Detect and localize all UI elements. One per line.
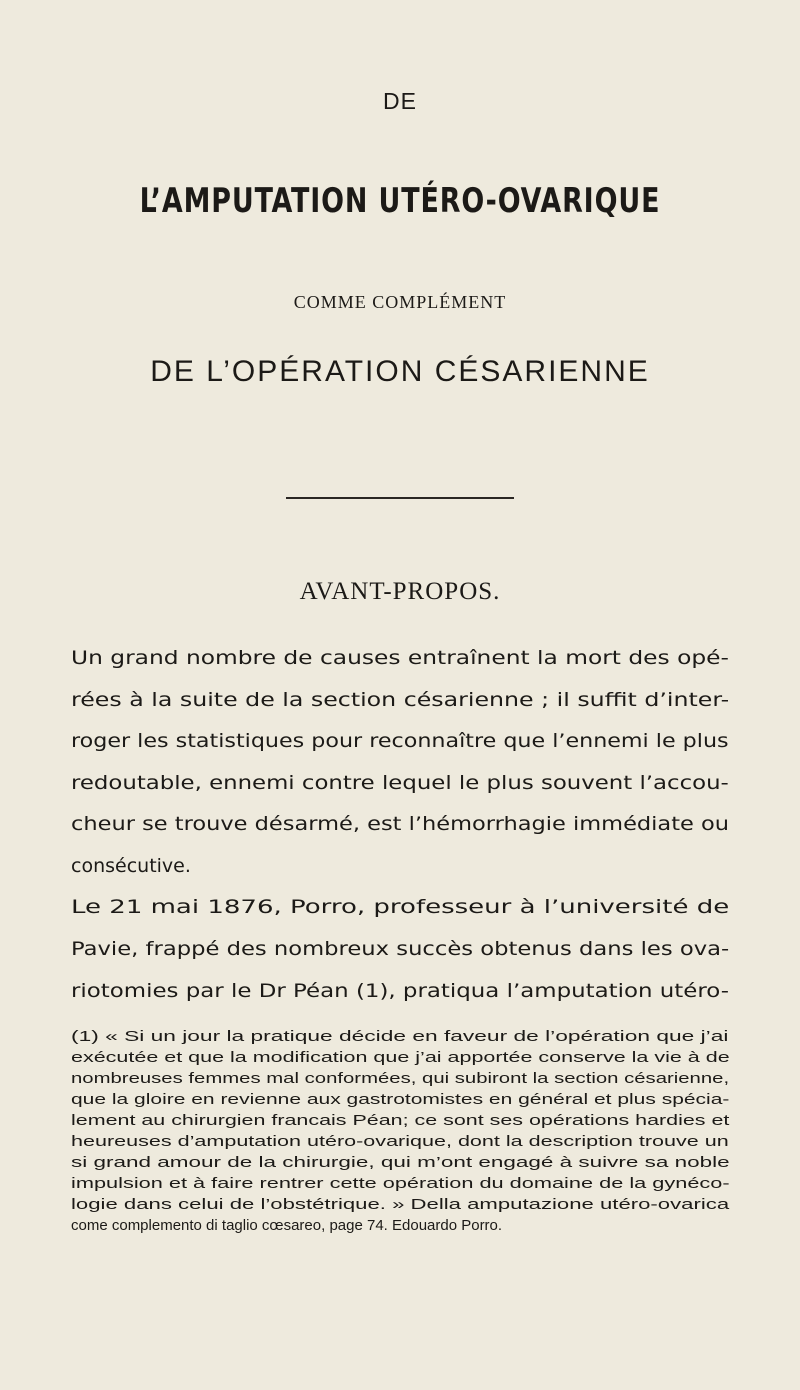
title-preposition: DE bbox=[383, 88, 417, 114]
body-line: Le 21 mai 1876, Porro, professeur à l’université de bbox=[71, 896, 730, 918]
footnote-line: heureuses d’amputation utéro-ovarique, dont la description trouve un bbox=[71, 1133, 729, 1150]
body-line: riotomies par le Dr Péan (1), pratiqua l’amputation utéro- bbox=[71, 980, 729, 1002]
footnote-line: impulsion et à faire rentrer cette opération du domaine de la gynéco- bbox=[71, 1175, 730, 1192]
footnote-line: (1) « Si un jour la pratique décide en faveur de l’opération que j’ai bbox=[71, 1028, 729, 1045]
heading-avant-propos: AVANT-PROPOS. bbox=[299, 578, 501, 605]
footnote-line: come complemento di taglio cœsareo, page 74. Edouardo Porro. bbox=[71, 1217, 503, 1234]
body-line: consécutive. bbox=[71, 855, 191, 877]
body-line: roger les statistiques pour reconnaître que l’ennemi le plus bbox=[71, 730, 729, 752]
footnote-line: nombreuses femmes mal conformées, qui subiront la section césarienne, bbox=[71, 1070, 730, 1087]
body-line: Un grand nombre de causes entraînent la mort des opé- bbox=[71, 647, 729, 669]
subtitle: COMME COMPLÉMENT bbox=[293, 292, 507, 312]
footnote-line: logie dans celui de l’obstétrique. » Della amputazione utéro-ovarica bbox=[71, 1196, 730, 1213]
footnote-line: que la gloire en revienne aux gastrotomistes en général et plus spécia- bbox=[71, 1091, 730, 1108]
horizontal-rule bbox=[286, 497, 514, 499]
body-line: Pavie, frappé des nombreux succès obtenus dans les ova- bbox=[71, 938, 730, 960]
body-line: cheur se trouve désarmé, est l’hémorrhagie immédiate ou bbox=[71, 813, 730, 835]
main-title: L’AMPUTATION UTÉRO-OVARIQUE bbox=[139, 181, 661, 221]
body-line: rées à la suite de la section césarienne ; il suffit d’inter- bbox=[71, 689, 730, 711]
section-title: DE L’OPÉRATION CÉSARIENNE bbox=[150, 355, 650, 388]
body-line: redoutable, ennemi contre lequel le plus souvent l’accou- bbox=[71, 772, 729, 794]
footnote-line: lement au chirurgien francais Péan; ce sont ses opérations hardies et bbox=[71, 1112, 730, 1129]
footnote-line: exécutée et que la modification que j’ai apportée conserve la vie à de bbox=[71, 1049, 730, 1066]
footnote-line: si grand amour de la chirurgie, qui m’ont engagé à suivre sa noble bbox=[71, 1154, 730, 1171]
